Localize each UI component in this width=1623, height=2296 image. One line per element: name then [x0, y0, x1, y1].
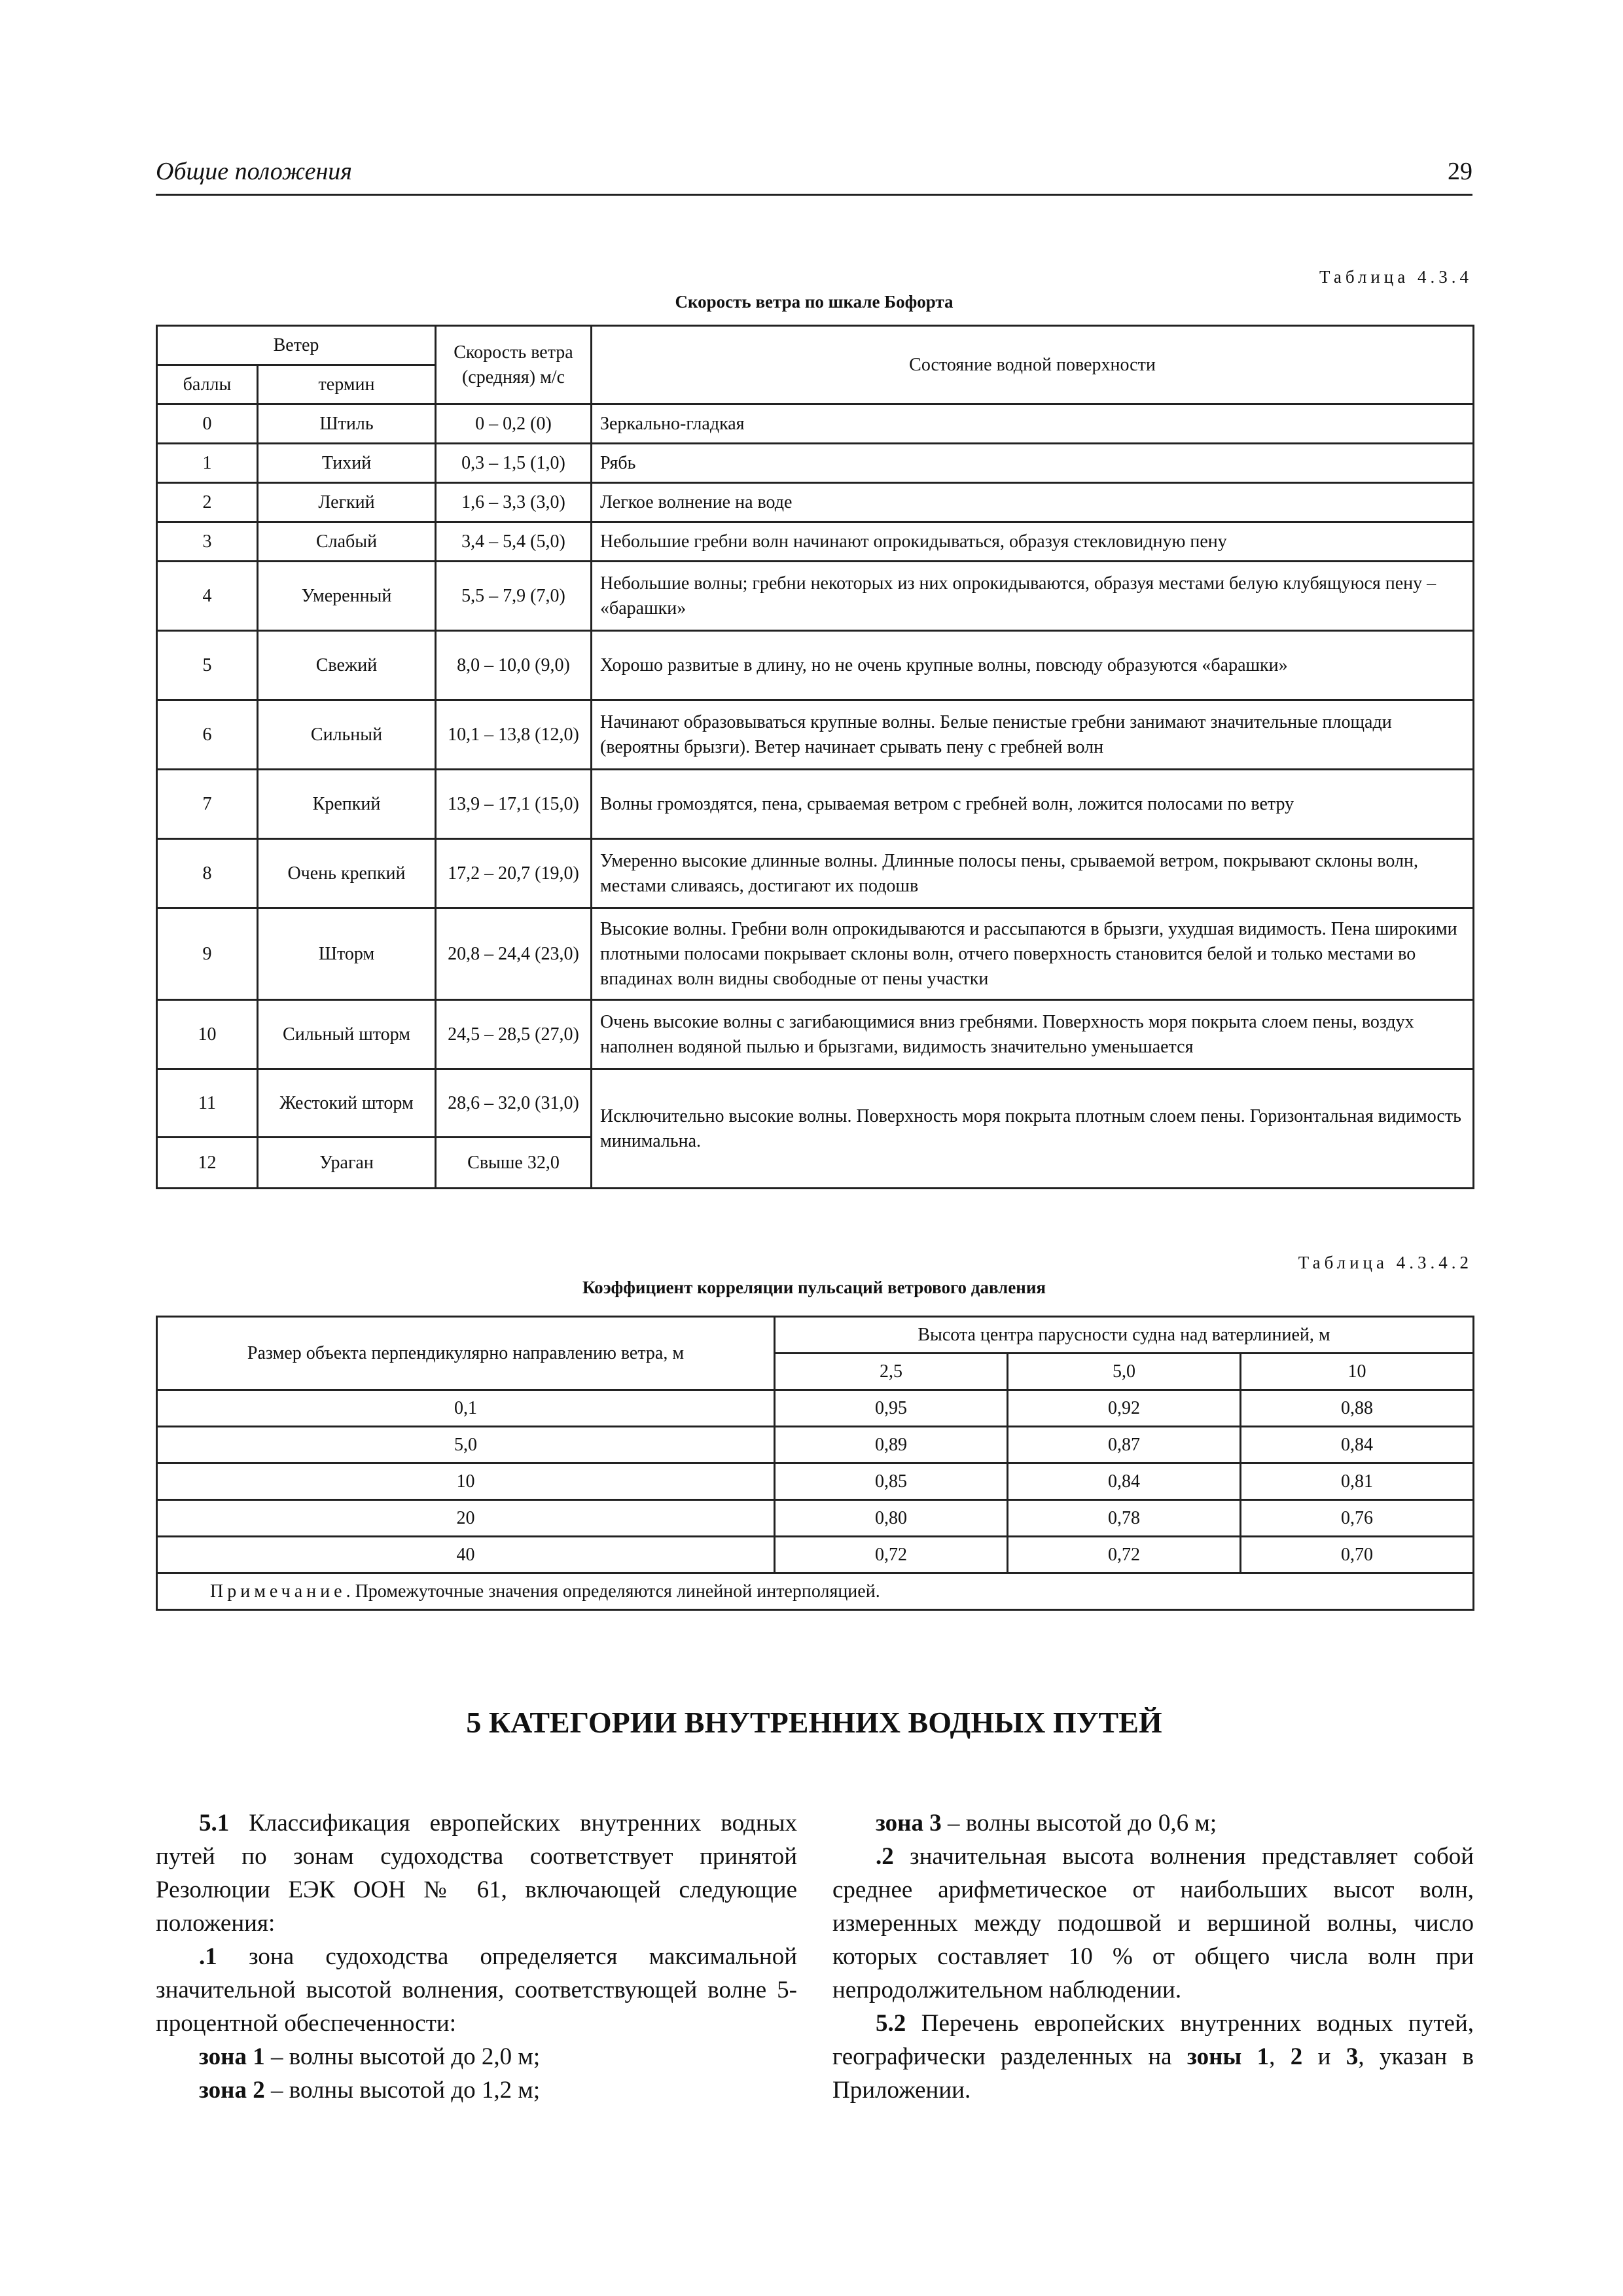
zone-ref: 3 [1346, 2043, 1359, 2070]
cell-state: Небольшие волны; гребни некоторых из них опрокидываются, образуя местами белую клубящуюся пену – «барашки» [592, 562, 1474, 631]
cell-value: 0,72 [1008, 1537, 1241, 1573]
zone-text: – волны высотой до 1,2 м; [264, 2077, 541, 2104]
table-title: Скорость ветра по шкале Бофорта [675, 292, 954, 312]
header-object-size: Размер объекта перпендикулярно направлению ветра, м [157, 1317, 775, 1390]
cell-value: 0,84 [1008, 1463, 1241, 1500]
cell-points: 5 [157, 631, 258, 700]
page-header [156, 154, 1472, 196]
cell-speed: 28,6 – 32,0 (31,0) [436, 1069, 592, 1138]
cell-term: Сильный шторм [258, 1000, 436, 1069]
running-title: Общие положения [156, 158, 352, 185]
header-height-value: 2,5 [775, 1354, 1008, 1390]
header-height-value: 10 [1241, 1354, 1474, 1390]
table-row [157, 1463, 1474, 1500]
cell-size: 5,0 [157, 1427, 775, 1463]
zone-2-line [156, 2073, 797, 2107]
cell-points: 7 [157, 770, 258, 839]
cell-speed: 20,8 – 24,4 (23,0) [436, 908, 592, 1000]
header-speed: Скорость ветра (средняя) м/с [436, 326, 592, 404]
table-row [157, 1390, 1474, 1427]
cell-state: Волны громоздятся, пена, срываемая ветром с гребней волн, ложится полосами по ветру [592, 770, 1474, 839]
zone-label: зона 3 [876, 1810, 942, 1837]
paragraph-text: зона судоходства определяется максимальной значительной высотой волнения, соответствующей волне 5-процентной обеспеченности: [156, 1943, 797, 2037]
table-note [157, 1573, 1474, 1610]
paragraph-number: 5.2 [876, 2010, 906, 2037]
zone-text: – волны высотой до 2,0 м; [264, 2043, 541, 2070]
cell-speed: 0 – 0,2 (0) [436, 404, 592, 444]
table-row [157, 1000, 1474, 1069]
zone-3-line [832, 1806, 1474, 1840]
header-wind: Ветер [157, 326, 436, 365]
item-number: .1 [199, 1943, 217, 1970]
cell-value: 0,80 [775, 1500, 1008, 1537]
zone-label: зона 1 [199, 2043, 265, 2070]
cell-size: 20 [157, 1500, 775, 1537]
table-row [157, 631, 1474, 700]
table-row [157, 908, 1474, 1000]
cell-state: Умеренно высокие длинные волны. Длинные полосы пены, срываемой ветром, покрывают склоны волн, местами сливаясь, достигают их подошв [592, 839, 1474, 908]
section-heading: 5 КАТЕГОРИИ ВНУТРЕННИХ ВОДНЫХ ПУТЕЙ [466, 1706, 1162, 1739]
table-row [157, 483, 1474, 522]
separator: , [1269, 2043, 1291, 2070]
cell-value: 0,70 [1241, 1537, 1474, 1573]
cell-points: 4 [157, 562, 258, 631]
paragraph-text: Перечень европейских внутренних водных путей, географически разделенных на [832, 2010, 1474, 2070]
cell-term: Тихий [258, 444, 436, 483]
header-points: баллы [157, 365, 258, 404]
cell-size: 0,1 [157, 1390, 775, 1427]
cell-state: Начинают образовываться крупные волны. Белые пенистые гребни занимают значительные площади (вероятны брызги). Ветер начинает срывать пену с гребней волн [592, 700, 1474, 770]
cell-points: 11 [157, 1069, 258, 1138]
cell-term: Очень крепкий [258, 839, 436, 908]
cell-state: Очень высокие волны с загибающимися вниз гребнями. Поверхность моря покрыта слоем пены, воздух наполнен водяной пылью и брызгами, видимость значительно уменьшается [592, 1000, 1474, 1069]
paragraph-item-1 [156, 1940, 797, 2040]
cell-value: 0,76 [1241, 1500, 1474, 1537]
table-row [157, 522, 1474, 562]
paragraph-text: Классификация европейских внутренних водных путей по зонам судоходства соответствует принятой Резолюции ЕЭК ООН № 61, включающей следующие положения: [156, 1810, 797, 1937]
cell-points: 10 [157, 1000, 258, 1069]
cell-state: Легкое волнение на воде [592, 483, 1474, 522]
cell-size: 10 [157, 1463, 775, 1500]
header-state: Состояние водной поверхности [592, 326, 1474, 404]
cell-speed: 0,3 – 1,5 (1,0) [436, 444, 592, 483]
cell-points: 0 [157, 404, 258, 444]
cell-value: 0,87 [1008, 1427, 1241, 1463]
cell-speed: 3,4 – 5,4 (5,0) [436, 522, 592, 562]
note-text: . Промежуточные значения определяются линейной интерполяцией. [346, 1581, 880, 1602]
cell-points: 1 [157, 444, 258, 483]
cell-speed: 8,0 – 10,0 (9,0) [436, 631, 592, 700]
cell-speed: 17,2 – 20,7 (19,0) [436, 839, 592, 908]
zone-1-line [156, 2040, 797, 2073]
cell-value: 0,95 [775, 1390, 1008, 1427]
cell-value: 0,81 [1241, 1463, 1474, 1500]
paragraph-5-1 [156, 1806, 797, 1940]
table-row [157, 1537, 1474, 1573]
cell-speed: Свыше 32,0 [436, 1138, 592, 1189]
cell-term: Легкий [258, 483, 436, 522]
table-row [157, 1427, 1474, 1463]
cell-value: 0,88 [1241, 1390, 1474, 1427]
cell-value: 0,72 [775, 1537, 1008, 1573]
cell-value: 0,84 [1241, 1427, 1474, 1463]
cell-speed: 10,1 – 13,8 (12,0) [436, 700, 592, 770]
table-row [157, 1500, 1474, 1537]
cell-value: 0,92 [1008, 1390, 1241, 1427]
cell-points: 6 [157, 700, 258, 770]
table-label: Таблица 4.3.4.2 [1298, 1253, 1472, 1272]
cell-points: 3 [157, 522, 258, 562]
table-row [157, 770, 1474, 839]
table-row [157, 444, 1474, 483]
cell-state: Небольшие гребни волн начинают опрокидываться, образуя стекловидную пену [592, 522, 1474, 562]
zone-ref: зоны 1 [1186, 2043, 1270, 2070]
cell-speed: 5,5 – 7,9 (7,0) [436, 562, 592, 631]
paragraph-text: значительная высота волнения представляет собой среднее арифметическое от наибольших высот волн, измеренных между подошвой и вершиной волны, число которых составляет 10 % от общего числа волн при непродолжительном наблюдении. [832, 1843, 1474, 2003]
zone-label: зона 2 [199, 2077, 265, 2104]
paragraph-5-2 [832, 2007, 1474, 2107]
header-sail-height: Высота центра парусности судна над ватерлинией, м [775, 1317, 1474, 1354]
paragraph-text: , указан в Приложении. [832, 2043, 1474, 2104]
cell-state: Рябь [592, 444, 1474, 483]
separator: и [1302, 2043, 1346, 2070]
header-height-value: 5,0 [1008, 1354, 1241, 1390]
table-row [157, 404, 1474, 444]
cell-term: Крепкий [258, 770, 436, 839]
table-label: Таблица 4.3.4 [1319, 267, 1472, 287]
cell-points: 12 [157, 1138, 258, 1189]
cell-speed: 1,6 – 3,3 (3,0) [436, 483, 592, 522]
note-label: Примечание [210, 1581, 346, 1602]
cell-points: 9 [157, 908, 258, 1000]
body-column-left [156, 1806, 797, 2107]
table-row [157, 1069, 1474, 1138]
cell-value: 0,78 [1008, 1500, 1241, 1537]
table-note-row [157, 1573, 1474, 1610]
cell-state: Высокие волны. Гребни волн опрокидываются и рассыпаются в брызги, ухудшая видимость. Пена широкими плотными полосами покрывает склоны волн, отчего поверхность становится белой и только местами во впадинах волн видны свободные от пены участки [592, 908, 1474, 1000]
cell-points: 2 [157, 483, 258, 522]
zone-text: – волны высотой до 0,6 м; [941, 1810, 1217, 1837]
cell-value: 0,85 [775, 1463, 1008, 1500]
cell-term: Штиль [258, 404, 436, 444]
cell-term: Слабый [258, 522, 436, 562]
cell-term: Свежий [258, 631, 436, 700]
paragraph-number: 5.1 [199, 1810, 230, 1837]
header-term: термин [258, 365, 436, 404]
cell-value: 0,89 [775, 1427, 1008, 1463]
cell-term: Сильный [258, 700, 436, 770]
cell-state: Зеркально-гладкая [592, 404, 1474, 444]
table-row [157, 839, 1474, 908]
table-title: Коэффициент корреляции пульсаций ветрового давления [582, 1278, 1046, 1297]
cell-term: Шторм [258, 908, 436, 1000]
table-row [157, 562, 1474, 631]
page-number: 29 [1448, 158, 1472, 185]
zone-ref: 2 [1290, 2043, 1303, 2070]
cell-state-merged: Исключительно высокие волны. Поверхность моря покрыта плотным слоем пены. Горизонтальная видимость минимальна. [592, 1069, 1474, 1189]
cell-term: Жестокий шторм [258, 1069, 436, 1138]
body-column-right [832, 1806, 1474, 2107]
cell-size: 40 [157, 1537, 775, 1573]
cell-speed: 24,5 – 28,5 (27,0) [436, 1000, 592, 1069]
paragraph-item-2 [832, 1840, 1474, 2007]
beaufort-table [156, 325, 1474, 1189]
item-number: .2 [876, 1843, 894, 1870]
cell-points: 8 [157, 839, 258, 908]
table-row [157, 700, 1474, 770]
cell-speed: 13,9 – 17,1 (15,0) [436, 770, 592, 839]
cell-term: Умеренный [258, 562, 436, 631]
cell-state: Хорошо развитые в длину, но не очень крупные волны, повсюду образуются «барашки» [592, 631, 1474, 700]
cell-term: Ураган [258, 1138, 436, 1189]
correlation-table [156, 1316, 1474, 1611]
